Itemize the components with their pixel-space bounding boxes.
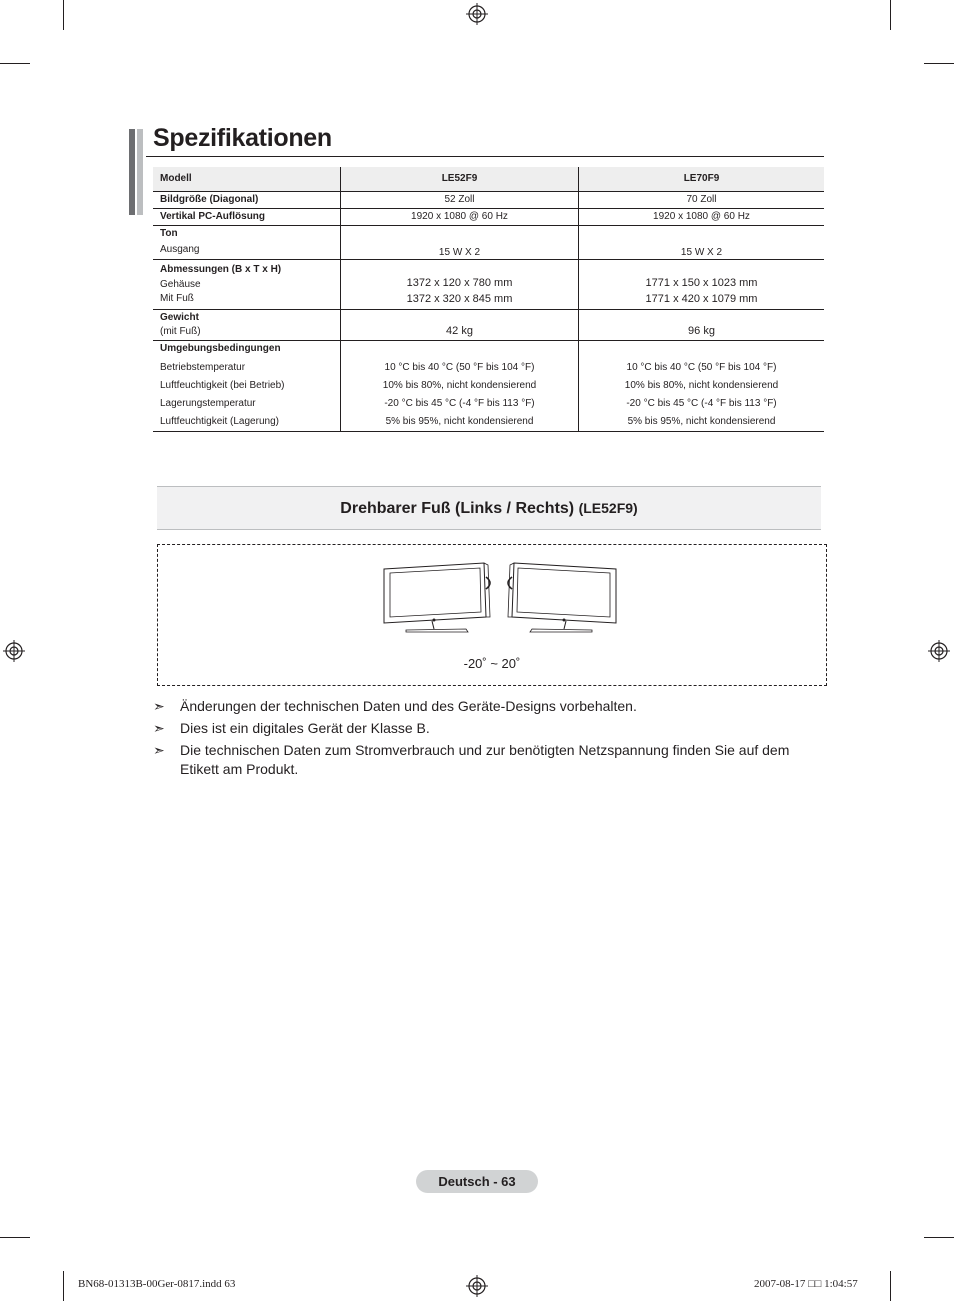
cell-value: 1372 x 320 x 845 mm (406, 293, 513, 305)
cell-value: 10 °C bis 40 °C (50 °F bis 104 °F) (384, 361, 535, 373)
cell-value: 52 Zoll (341, 191, 579, 208)
table-row (153, 309, 824, 340)
registration-mark-icon (466, 1275, 488, 1297)
cell-value: 42 kg (446, 324, 473, 337)
row-sublabel: Gehäuse (160, 279, 201, 290)
cell-value: 96 kg (688, 324, 715, 337)
crop-mark (0, 63, 30, 64)
note-text: Änderungen der technischen Daten und des Geräte-Designs vorbehalten. (180, 698, 637, 714)
crop-mark (0, 1237, 30, 1238)
cell-value: 5% bis 95%, nicht kondensierend (385, 415, 534, 427)
header-model-1: LE52F9 (341, 167, 579, 191)
cell-value: 1372 x 120 x 780 mm (406, 277, 513, 289)
table-row (153, 225, 824, 259)
footer-file-info: BN68-01313B-00Ger-0817.indd 63 (78, 1278, 236, 1290)
row-sublabel: Luftfeuchtigkeit (Lagerung) (160, 415, 279, 427)
title-accent-bar (129, 129, 135, 215)
row-label: Ton (160, 228, 178, 239)
crop-mark (924, 63, 954, 64)
stand-heading-model: (LE52F9) (578, 500, 638, 516)
page-title: Spezifikationen (153, 124, 332, 152)
table-row (153, 259, 824, 309)
row-label: Vertikal PC-Auflösung (160, 210, 266, 222)
crop-mark (63, 1271, 64, 1301)
note-item (153, 741, 823, 779)
header-model-2: LE70F9 (683, 173, 720, 185)
cell-value: 10% bis 80%, nicht kondensierend (624, 379, 779, 391)
crop-mark (890, 1271, 891, 1301)
cell-value: 10% bis 80%, nicht kondensierend (382, 379, 537, 391)
row-sublabel: (mit Fuß) (160, 325, 201, 337)
cell-value: -20 °C bis 45 °C (-4 °F bis 113 °F) (626, 397, 777, 409)
row-sublabel: Mit Fuß (160, 293, 194, 304)
note-arrow-icon: ➣ (153, 742, 165, 758)
note-text: Die technischen Daten zum Stromverbrauch und zur benötigten Netzspannung finden Sie auf dem Etikett am Produkt. (180, 742, 790, 777)
table-row (153, 340, 824, 431)
title-accent-bar (137, 129, 143, 215)
swivel-angle: -20˚ ~ 20˚ (463, 656, 521, 671)
note-item (153, 719, 823, 738)
rotate-left-icon (508, 577, 512, 589)
cell-value: -20 °C bis 45 °C (-4 °F bis 113 °F) (384, 397, 535, 409)
table-header-row (153, 167, 824, 191)
stand-illustration-box (157, 544, 827, 686)
stand-section-heading (157, 486, 821, 530)
cell-value: 15 W X 2 (680, 246, 723, 258)
row-sublabel: Ausgang (160, 244, 200, 255)
cell-value: 15 W X 2 (341, 225, 579, 259)
tv-swivel-illustration (380, 559, 620, 635)
registration-mark-icon (3, 640, 25, 662)
row-label: Bildgröße (Diagonal) (160, 193, 259, 205)
crop-mark (63, 0, 64, 30)
cell-value: 70 Zoll (686, 194, 717, 205)
cell-value: 1771 x 150 x 1023 mm (645, 277, 758, 289)
row-label: Abmessungen (B x T x H) (160, 264, 282, 275)
spec-table (153, 167, 824, 432)
page-number-badge: Deutsch - 63 (416, 1170, 538, 1193)
row-sublabel: Lagerungstemperatur (160, 397, 256, 409)
row-label: Gewicht (160, 311, 199, 323)
table-row (153, 208, 824, 225)
note-arrow-icon: ➣ (153, 698, 165, 714)
tv-right-icon (508, 563, 616, 632)
stand-heading-text: Drehbarer Fuß (Links / Rechts) (340, 500, 575, 517)
cell-value: 10 °C bis 40 °C (50 °F bis 104 °F) (626, 361, 777, 373)
note-text: Dies ist ein digitales Gerät der Klasse B. (180, 720, 430, 736)
table-row (153, 191, 824, 208)
rotate-right-icon (486, 577, 490, 589)
note-item (153, 697, 823, 716)
row-sublabel: Betriebstemperatur (160, 361, 246, 373)
row-sublabel: Luftfeuchtigkeit (bei Betrieb) (160, 379, 285, 391)
tv-left-icon (384, 563, 490, 632)
note-arrow-icon: ➣ (153, 720, 165, 736)
registration-mark-icon (928, 640, 950, 662)
cell-value: 5% bis 95%, nicht kondensierend (627, 415, 776, 427)
cell-value: 1771 x 420 x 1079 mm (645, 293, 758, 305)
row-label: Umgebungsbedingungen (160, 342, 281, 354)
crop-mark (890, 0, 891, 30)
cell-value: 1920 x 1080 @ 60 Hz (653, 211, 750, 222)
crop-mark (924, 1237, 954, 1238)
cell-value: 1920 x 1080 @ 60 Hz (341, 208, 579, 225)
title-rule (146, 156, 824, 157)
registration-mark-icon (466, 3, 488, 25)
footer-date-info: 2007-08-17 □□ 1:04:57 (754, 1278, 858, 1290)
header-label: Modell (153, 167, 341, 191)
